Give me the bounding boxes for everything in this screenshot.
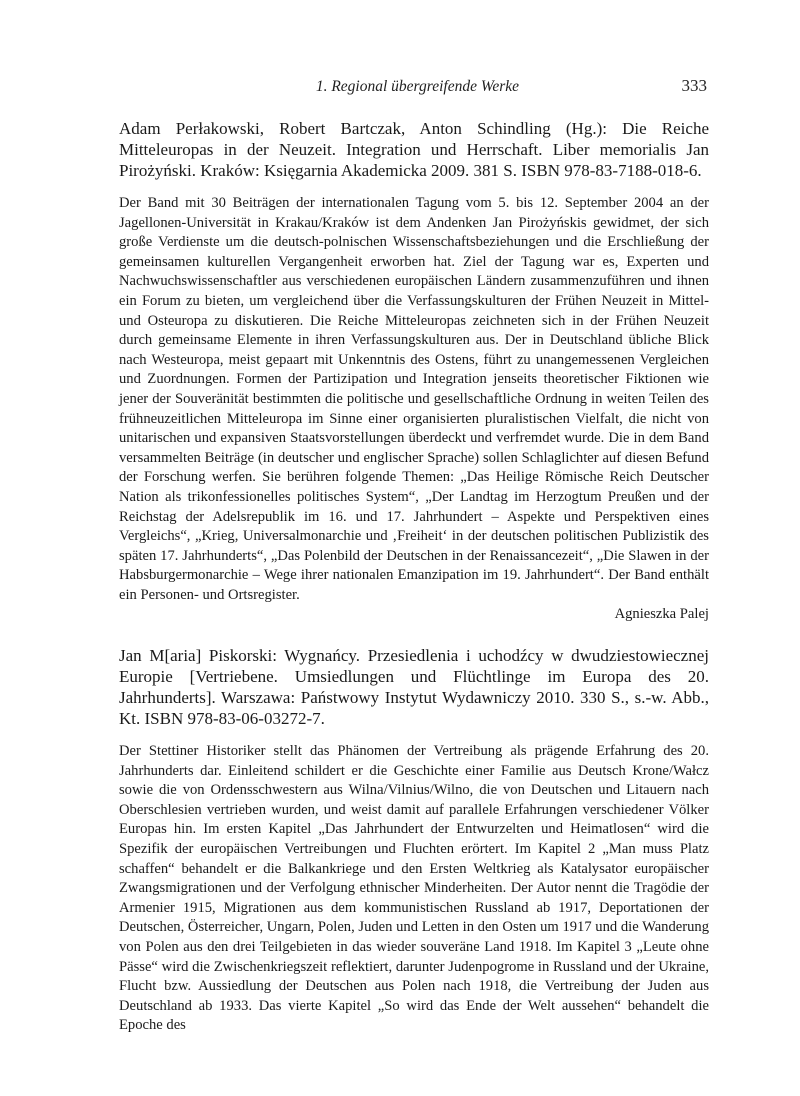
- book-page: [119, 72, 709, 1036]
- reviewer-name: Agnieszka Palej: [614, 606, 709, 623]
- review-entry-1: [119, 118, 709, 625]
- review-body: Der Stettiner Historiker stellt das Phänomen der Vertreibung als prägende Erfahrung des 20. Jahrhunderts dar. Einleitend schildert er die Geschichte einer Familie aus Deutsch Krone/Wałcz sowie die von Ordensschwestern aus Wilna/Vilnius/Wilno, die von Deutschen und Litauern nach Oberschlesien vertrieben wurden, und weist damit auf parallele Erfahrungen verschiedener Völker Europas hin. Im ersten Kapitel „Das Jahrhundert der Entwurzelten und Heimatlosen“ wird die Spezifik der europäischen Vertreibungen und Fluchten erörtert. Im Kapitel 2 „Man muss Platz schaffen“ behandelt er die Balkankriege und den Ersten Weltkrieg als Katalysator europäischer Zwangsmigrationen und der Verfolgung ethnischer Minderheiten. Der Autor nennt die Tragödie der Armenier 1915, Migrationen aus dem kommunistischen Russland ab 1917, Deportationen der Deutschen, Österreicher, Ungarn, Polen, Juden und Letten in den Osten um 1917 und die Wanderung von Polen aus den drei Teilgebieten in das wieder souveräne Land 1918. Im Kapitel 3 „Leute ohne Pässe“ wird die Zwischenkriegszeit reflektiert, darunter Judenpogrome in Russland und der Ukraine, Flucht bzw. Aussiedlung der Deutschen aus Polen nach 1918, die Vertreibung der Juden aus Deutschland ab 1933. Das vierte Kapitel „So wird das Ende der Welt aussehen“ behandelt die Epoche des: [119, 743, 709, 1034]
- running-head-section-title: 1. Regional übergreifende Werke: [315, 78, 519, 95]
- running-head: [119, 72, 709, 104]
- review-entry-2: [119, 645, 709, 1036]
- review-body: Der Band mit 30 Beiträgen der internationalen Tagung vom 5. bis 12. September 2004 an der Jagellonen-Universität in Krakau/Kraków ist dem Andenken Jan Pirożyńskis gewidmet, der sich große Verdienste um die deutsch-polnischen Wissenschaftsbeziehungen und die Erschließung der gemeinsamen kulturellen Vergangenheit erworben hat. Ziel der Tagung war es, Experten und Nachwuchswissenschaftler aus verschiedenen europäischen Ländern zusammenzuführen und ihnen ein Forum zu bieten, um vergleichend über die Verfassungskulturen der Frühen Neuzeit in Mittel- und Osteuropa zu diskutieren. Die Reiche Mitteleuropas zeichneten sich in der Frühen Neuzeit durch gemeinsame Elemente in ihren Verfassungskulturen aus. Der in Deutschland übliche Blick nach Westeuropa, meist gepaart mit Unkenntnis des Ostens, führt zu unangemessenen Vergleichen und Zuordnungen. Formen der Partizipation und Integration jenseits theoretischer Fiktionen wie jener der Souveränität bestimmten die politische und gesellschaftliche Ordnung in weiten Teilen des frühneuzeitlichen Mitteleuropa im Sinne einer organisierten pluralistischen Vielfalt, die nicht von unitarischen und expansiven Staatsvorstellungen überdeckt und verfremdet wurde. Die in dem Band versammelten Beiträge (in deutscher und englischer Sprache) sollen Schlaglichter auf diesen Befund der Forschung werfen. Sie berühren folgende Themen: „Das Heilige Römische Reich Deutscher Nation als trikonfessionelles politisches System“, „Der Landtag im Herzogtum Preußen und der Reichstag der Adelsrepublik im 16. und 17. Jahrhundert – Aspekte und Perspektiven eines Vergleichs“, „Krieg, Universalmonarchie und ‚Freiheit‘ in der deutschen politischen Publizistik des späten 17. Jahrhunderts“, „Das Polenbild der Deutschen in der Renaissancezeit“, „Die Slawen in der Habsburgermonarchie – Wege ihrer nationalen Emanzipation im 19. Jahrhundert“. Der Band enthält ein Personen- und Ortsregister.: [119, 195, 709, 603]
- review-citation: Adam Perłakowski, Robert Bartczak, Anton Schindling (Hg.): Die Reiche Mitteleuropas in der Neuzeit. Integration und Herrschaft. Liber memorialis Jan Pirożyński. Kraków: Księgarnia Akademicka 2009. 381 S. ISBN 978-83-7188-018-6.: [119, 119, 709, 180]
- page-number: 333: [681, 76, 707, 95]
- review-citation: Jan M[aria] Piskorski: Wygnańcy. Przesiedlenia i uchodźcy w dwudziestowiecznej Europie [Vertriebene. Umsiedlungen und Flüchtlinge im Europa des 20. Jahrhunderts]. Warszawa: Państwowy Instytut Wydawniczy 2010. 330 S., s.-w. Abb., Kt. ISBN 978-83-06-03272-7.: [119, 646, 709, 729]
